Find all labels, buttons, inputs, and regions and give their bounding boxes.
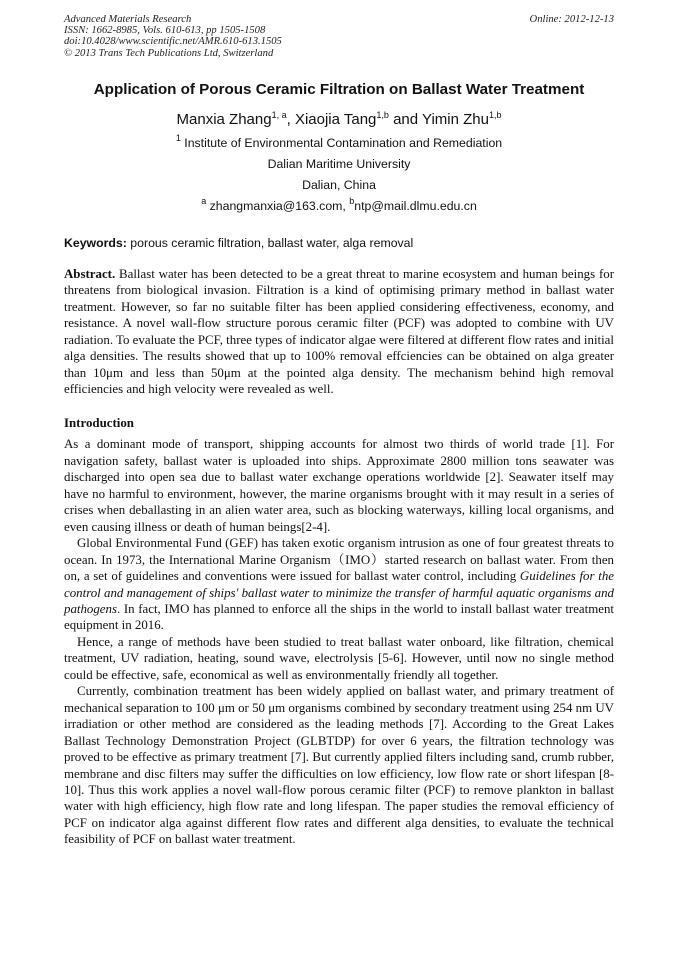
journal-header xyxy=(64,14,614,59)
abstract-text: Ballast water has been detected to be a great threat to marine ecosystem and human beings for threatens from biological invasion. Filtration is a kind of optimising primary method in ballast water treatment. However, so far no suitable filter has been applied considering effectiveness, economy, and resistance. A novel wall-flow structure porous ceramic filter (PCF) was adopted to combine with UV radiation. To evaluate the PCF, three types of indicator algae were filtered at different flow rates and initial alga densities. The results showed that up to 100% removal effciencies can be obtained on alga greater than 10μm and less than 50μm at the pointed alga density. The mechanism behind high removal efficiencies and high velocity were revealed as well. xyxy=(64,266,614,396)
section-heading-introduction: Introduction xyxy=(64,416,134,431)
affiliation-university: Dalian Maritime University xyxy=(267,156,411,171)
institute-name: Institute of Environmental Contamination and Remediation xyxy=(180,135,503,150)
intro-paragraph-1: As a dominant mode of transport, shipping accounts for almost two thirds of world trade [1]. For navigation safety, ballast water is uploaded into ships. Approximate 2800 million tons seawater was discharged into open sea due to ballast water exchange operations worldwide [2]. Seawater itself may have no harmful to environment, however, the marine organisms brought with it may result in a series of crises when deballasting in an alien water area, such as blocking waterways, killing local organisms, and even causing illness or death of human beings[2-4]. xyxy=(64,437,614,534)
email-sup-a: a xyxy=(201,195,207,206)
affiliation-institute xyxy=(64,133,614,154)
author-name: Yimin Zhu xyxy=(422,110,489,128)
issn-line: ISSN: 1662-8985, Vols. 610-613, pp 1505-1508 xyxy=(64,25,266,37)
intro-paragraph-4: Currently, combination treatment has been widely applied on ballast water, and primary treatment of mechanical separation to 100 μm or 50 μm organisms combined by secondary treatment using 254 nm UV irradiation or other method are considered as the leading methods [7]. According to the Great Lakes Ballast Technology Demonstration Project (GLBTDP) for over 6 years, the filtration technology was proved to be effective as primary treatment [7]. But currently applied filters including sand, crumb rubber, membrane and disc filters may suffer the difficulties on low efficiency, low flow rate or short lifespan [8-10]. Thus this work applies a novel wall-flow porous ceramic filter (PCF) to remove plankton in ballast water with high efficiency, high flow rate and long lifespan. The paper studies the removal efficiency of PCF on indicator alga against different flow rates and different alga densities, to evaluate the technical feasibility of PCF on ballast water treatment. xyxy=(64,684,614,847)
email-a[interactable]: zhangmanxia@163.com, xyxy=(206,198,350,213)
guidelines-title: Guidelines for the control and management of ships' ballast water to minimize the transfer of harmful aquatic organisms and pathogens xyxy=(64,569,614,616)
author-name: Manxia Zhang xyxy=(176,110,272,128)
keywords xyxy=(64,235,614,251)
copyright-line: © 2013 Trans Tech Publications Ltd, Switzerland xyxy=(64,47,274,59)
intro-paragraph-3: Hence, a range of methods have been studied to treat ballast water onboard, like filtration, chemical treatment, UV radiation, heating, sound wave, electrolysis [5-6]. However, until now no single method could be effective, safe, economical as well as environmentally friendly all together. xyxy=(64,634,614,682)
affiliation-block xyxy=(64,133,614,217)
author-list xyxy=(64,111,614,129)
paper-page xyxy=(64,14,614,848)
online-date: Online: 2012-12-13 xyxy=(529,14,614,25)
abstract xyxy=(64,266,614,398)
author-affiliation-sup: 1,b xyxy=(376,109,389,120)
paper-title: Application of Porous Ceramic Filtration on Ballast Water Treatment xyxy=(93,80,585,98)
email-b[interactable]: ntp@mail.dlmu.edu.cn xyxy=(354,198,477,213)
affiliation-city: Dalian, China xyxy=(302,177,376,192)
author-separator: and xyxy=(388,110,422,128)
journal-name: Advanced Materials Research xyxy=(64,14,192,25)
author-separator: , xyxy=(286,110,295,128)
affiliation-sup: 1 xyxy=(175,132,181,143)
abstract-label: Abstract. xyxy=(64,266,116,281)
affiliation-emails xyxy=(64,196,614,217)
doi-line: doi:10.4028/www.scientific.net/AMR.610-613.1505 xyxy=(64,36,282,48)
keywords-label: Keywords: xyxy=(64,235,127,250)
keywords-text: porous ceramic filtration, ballast water, alga removal xyxy=(126,235,414,250)
author-affiliation-sup: 1, a xyxy=(271,109,287,120)
intro-p2-text-b: . In fact, IMO has planned to enforce all the ships in the world to install ballast water treatment equipment in 2016. xyxy=(64,601,614,633)
intro-p2-text-a: Global Environmental Fund (GEF) has taken exotic organism intrusion as one of four greatest threats to ocean. In 1973, the International Marine Organism（IMO）started research on ballast water. From then on, a set of guidelines and conventions were issued for ballast water control, including xyxy=(64,536,614,584)
author-name: Xiaojia Tang xyxy=(294,110,377,128)
author-affiliation-sup: 1,b xyxy=(488,109,502,120)
email-sup-b: b xyxy=(349,195,355,206)
intro-paragraph-2 xyxy=(64,535,614,634)
